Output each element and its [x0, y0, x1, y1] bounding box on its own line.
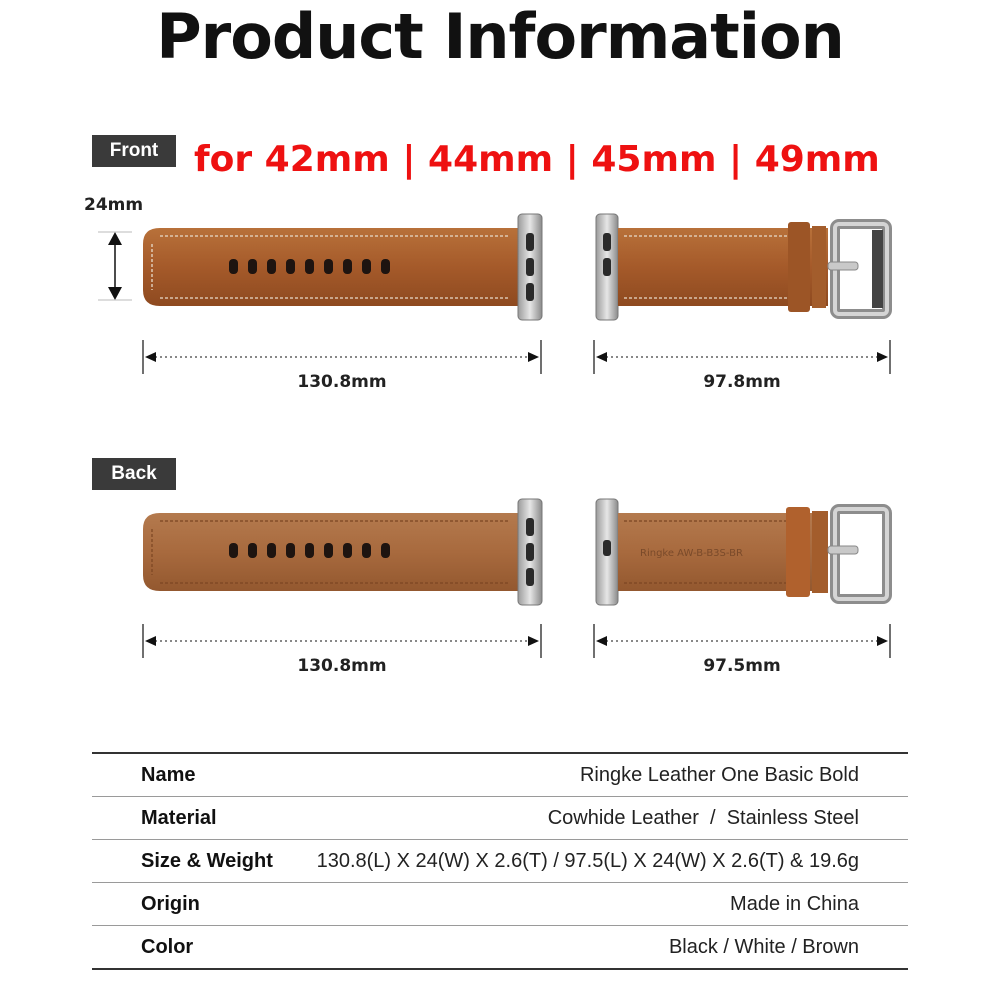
spec-row — [92, 840, 908, 883]
front-long-length: 130.8mm — [297, 372, 387, 392]
back-long-length: 130.8mm — [297, 656, 387, 676]
compatible-sizes: for 42mm | 44mm | 45mm | 49mm — [194, 139, 880, 180]
front-short-strap — [596, 214, 887, 320]
spec-key: Size & Weight — [92, 840, 301, 883]
back-label: Back — [92, 458, 176, 490]
width-dimension-label: 24mm — [84, 195, 144, 215]
page-title: Product Information — [156, 0, 844, 73]
spec-value: Made in China — [301, 883, 908, 926]
spec-key: Origin — [92, 883, 301, 926]
spec-row — [92, 926, 908, 970]
back-length-dimensions — [143, 624, 890, 658]
width-dimension — [98, 232, 132, 300]
spec-key: Color — [92, 926, 301, 970]
spec-key: Material — [92, 797, 301, 840]
front-length-dimensions — [143, 340, 890, 374]
spec-value: Cowhide Leather / Stainless Steel — [301, 797, 908, 840]
spec-value: 130.8(L) X 24(W) X 2.6(T) / 97.5(L) X 24(W) X 2.6(T) & 19.6g — [301, 840, 908, 883]
spec-row — [92, 753, 908, 797]
strap-imprint: Ringke AW-B-B3S-BR — [640, 548, 743, 559]
front-short-length: 97.8mm — [703, 372, 781, 392]
spec-key: Name — [92, 753, 301, 797]
back-short-length: 97.5mm — [703, 656, 781, 676]
back-long-strap — [143, 499, 542, 605]
spec-table — [92, 752, 908, 970]
spec-value: Ringke Leather One Basic Bold — [301, 753, 908, 797]
front-long-strap — [143, 214, 542, 320]
spec-value: Black / White / Brown — [301, 926, 908, 970]
spec-row — [92, 883, 908, 926]
back-short-strap — [596, 499, 887, 605]
spec-row — [92, 797, 908, 840]
front-label: Front — [92, 135, 176, 167]
